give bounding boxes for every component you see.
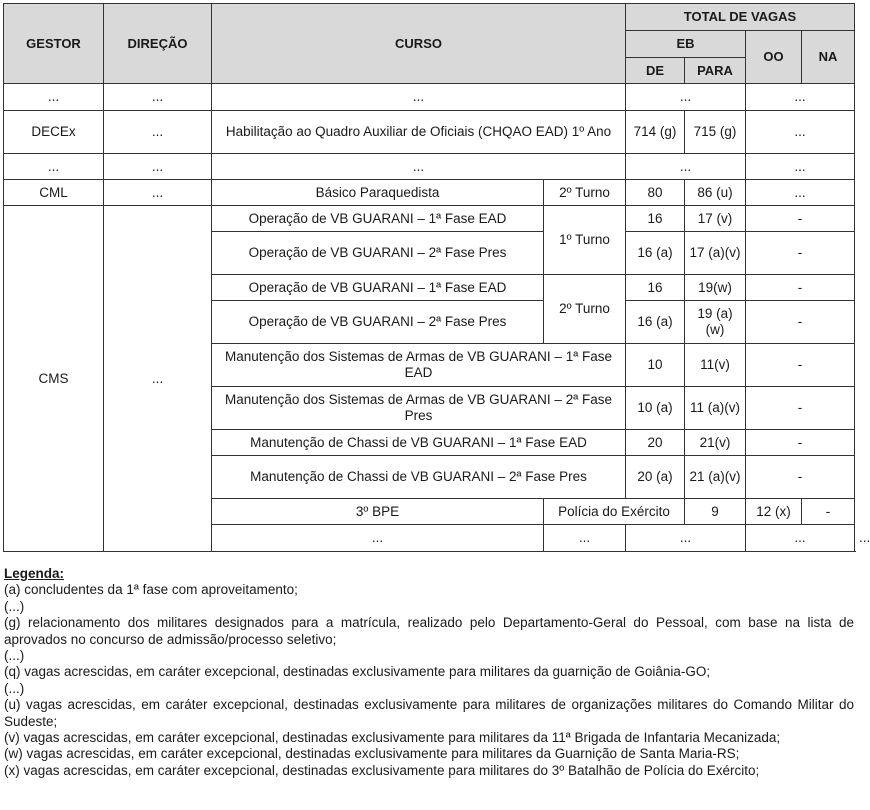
legend-item: (...) <box>4 648 25 664</box>
legend-item: (...) <box>4 598 25 614</box>
cell-de: 16 (a) <box>626 301 685 344</box>
vagas-table <box>3 3 870 552</box>
header-curso: CURSO <box>212 4 626 84</box>
cell-curso: ... <box>626 525 746 552</box>
cell-eb: ... <box>626 84 746 111</box>
header-total-vagas: TOTAL DE VAGAS <box>626 4 855 31</box>
cell-gestor: ... <box>4 154 104 180</box>
cell-oo-na: - <box>802 499 855 525</box>
cell-de: 16 <box>626 206 685 232</box>
header-para: PARA <box>685 58 746 84</box>
cell-curso: ... <box>212 84 626 111</box>
cell-direcao: ... <box>104 180 212 206</box>
cell-curso: Operação de VB GUARANI – 1ª Fase EAD <box>212 275 544 301</box>
cell-de: 16 <box>626 275 685 301</box>
cell-curso: Manutenção de Chassi de VB GUARANI – 1ª Fase EAD <box>212 430 626 456</box>
header-na: NA <box>802 31 855 84</box>
cell-oo-na: - <box>746 275 855 301</box>
cell-curso: ... <box>212 154 626 180</box>
cell-eb: ... <box>746 525 855 552</box>
cell-para: 19(w) <box>685 275 746 301</box>
cell-de: 20 (a) <box>626 456 685 499</box>
cell-oo-na: ... <box>746 84 855 111</box>
legend-item: (q) vagas acrescidas, em caráter excepcional, destinadas exclusivamente para militares da guarnição de Goiânia-GO; <box>4 664 711 680</box>
legend-item: (w) vagas acrescidas, em caráter excepcional, destinadas exclusivamente para militares da Guarnição de Santa Maria-RS; <box>4 746 740 762</box>
cell-para: 21(v) <box>685 430 746 456</box>
legend-item: (a) concludentes da 1ª fase com aproveitamento; <box>4 582 298 598</box>
cell-oo-na: - <box>746 430 855 456</box>
cell-para: 21 (a)(v) <box>685 456 746 499</box>
cell-para: 11 (a)(v) <box>685 387 746 430</box>
cell-turno-1: 1º Turno <box>544 206 626 275</box>
cell-curso: Polícia do Exército <box>544 499 685 525</box>
header-eb: EB <box>626 31 746 58</box>
cell-de: 9 <box>685 499 746 525</box>
cell-oo-na: ... <box>746 154 855 180</box>
cell-oo-na: - <box>746 301 855 344</box>
header-oo: OO <box>746 31 802 84</box>
header-direcao: DIREÇÃO <box>104 4 212 84</box>
cell-direcao: 3º BPE <box>212 499 544 525</box>
cell-turno-2: 2º Turno <box>544 275 626 344</box>
legend-item: (x) vagas acrescidas, em caráter excepcional, destinadas exclusivamente para militares do 3º Batalhão de Polícia do Exército; <box>4 762 760 778</box>
cell-para: 17 (v) <box>685 206 746 232</box>
cell-oo-na: - <box>746 456 855 499</box>
cell-oo-na: ... <box>746 111 855 154</box>
cell-para: 715 (g) <box>685 111 746 154</box>
cell-de: 16 (a) <box>626 232 685 275</box>
cell-direcao: ... <box>104 154 212 180</box>
table-row <box>4 180 855 206</box>
header-de: DE <box>626 58 685 84</box>
cell-oo-na: - <box>746 232 855 275</box>
cell-oo-na: - <box>746 206 855 232</box>
cell-de: 714 (g) <box>626 111 685 154</box>
legend-title: Legenda: <box>4 566 65 581</box>
table-row: ... ... ... ... ... <box>4 525 855 552</box>
header-gestor: GESTOR <box>4 4 104 84</box>
table-row <box>4 111 855 154</box>
cell-eb: ... <box>626 154 746 180</box>
cell-gestor: ... <box>212 525 544 552</box>
cell-turno: 2º Turno <box>544 180 626 206</box>
cell-curso: Básico Paraquedista <box>212 180 544 206</box>
cell-para: 17 (a)(v) <box>685 232 746 275</box>
cell-direcao: ... <box>104 84 212 111</box>
cell-gestor-cms: CMS <box>4 206 104 552</box>
cell-curso: Manutenção dos Sistemas de Armas de VB GUARANI – 1ª Fase EAD <box>212 344 626 387</box>
cell-direcao-cms: ... <box>104 206 212 552</box>
cell-de: 10 <box>626 344 685 387</box>
cell-para: 12 (x) <box>746 499 802 525</box>
cell-para: 86 (u) <box>685 180 746 206</box>
cell-direcao: ... <box>544 525 626 552</box>
legend-item: (...) <box>4 680 25 696</box>
cell-gestor: CML <box>4 180 104 206</box>
table-row <box>4 206 855 232</box>
cell-curso: Manutenção dos Sistemas de Armas de VB GUARANI – 2ª Fase Pres <box>212 387 626 430</box>
cell-para: 11(v) <box>685 344 746 387</box>
legend-item: (v) vagas acrescidas, em caráter excepcional, destinadas exclusivamente para militares da 11ª Brigada de Infantaria Mecanizada; <box>4 730 781 746</box>
cell-curso: Manutenção de Chassi de VB GUARANI – 2ª Fase Pres <box>212 456 626 499</box>
cell-curso: Habilitação ao Quadro Auxiliar de Oficiais (CHQAO EAD) 1º Ano <box>212 111 626 154</box>
cell-gestor: ... <box>4 84 104 111</box>
legend-item: (g) relacionamento dos militares designados para a matrícula, realizado pelo Departamento-Geral do Pessoal, com base na lista de aprovados no concurso de admissão/processo seletivo; <box>4 615 854 647</box>
cell-para: 19 (a)(w) <box>685 301 746 344</box>
cell-de: 80 <box>626 180 685 206</box>
legend <box>4 566 854 779</box>
cell-curso: Operação de VB GUARANI – 2ª Fase Pres <box>212 232 544 275</box>
cell-gestor: DECEx <box>4 111 104 154</box>
cell-de: 20 <box>626 430 685 456</box>
cell-oo-na: - <box>746 344 855 387</box>
legend-item: (u) vagas acrescidas, em caráter excepcional, destinadas exclusivamente para militares de organizações militares do Comando Militar do Sudeste; <box>4 697 854 729</box>
table-row <box>4 84 855 111</box>
cell-de: 10 (a) <box>626 387 685 430</box>
cell-curso: Operação de VB GUARANI – 2ª Fase Pres <box>212 301 544 344</box>
cell-curso: Operação de VB GUARANI – 1ª Fase EAD <box>212 206 544 232</box>
cell-oo-na: ... <box>746 180 855 206</box>
header-row-1 <box>4 4 855 31</box>
table-row <box>4 154 855 180</box>
cell-direcao: ... <box>104 111 212 154</box>
cell-oo-na: - <box>746 387 855 430</box>
